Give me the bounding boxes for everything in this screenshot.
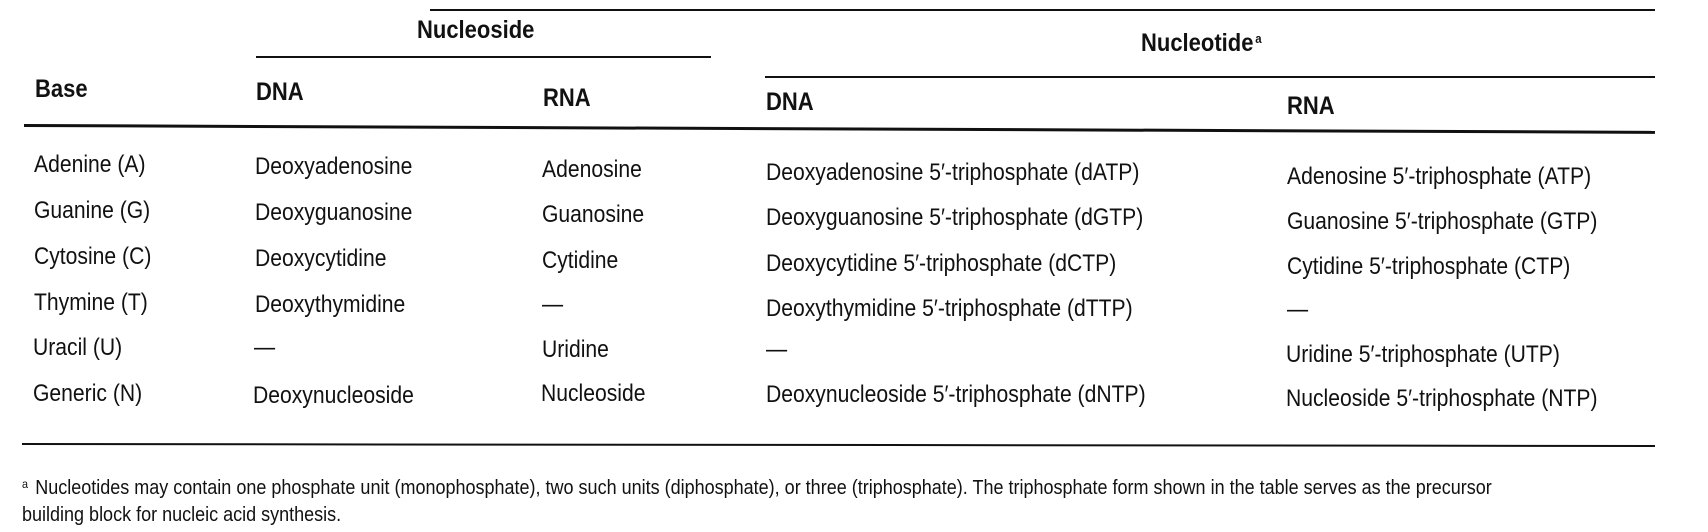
table-cell: Deoxynucleoside: [253, 382, 414, 409]
group-header-nucleoside: Nucleoside: [417, 16, 535, 44]
table-cell: Deoxythymidine: [255, 291, 406, 318]
table-cell: Thymine (T): [34, 289, 148, 316]
column-header-nucleoside-rna: RNA: [543, 84, 591, 112]
table-cell: —: [1287, 296, 1309, 323]
table-cell: Deoxycytidine: [255, 245, 387, 272]
nucleoside-group-rule: [256, 56, 711, 58]
column-header-nucleoside-dna: DNA: [256, 78, 304, 106]
table-cell: Deoxycytidine 5′-triphosphate (dCTP): [766, 250, 1117, 277]
nucleotide-group-rule: [765, 76, 1655, 78]
table-cell: Deoxyguanosine 5′-triphosphate (dGTP): [766, 204, 1144, 231]
table-cell: Nucleoside 5′-triphosphate (NTP): [1286, 385, 1598, 412]
table-cell: Uridine: [542, 336, 609, 363]
table-cell: Nucleoside: [541, 380, 646, 407]
table-cell: —: [254, 334, 276, 361]
group-header-nucleotide: Nucleotide $^a$: [1141, 29, 1262, 57]
table-cell: Deoxyadenosine 5′-triphosphate (dATP): [766, 159, 1140, 186]
table-cell: Uracil (U): [33, 334, 123, 361]
table-cell: Deoxynucleoside 5′-triphosphate (dNTP): [766, 381, 1146, 408]
footnote-line-2: building block for nucleic acid synthesis.: [22, 504, 342, 526]
column-header-nucleotide-dna: DNA: [766, 88, 814, 116]
table-cell: Guanosine: [542, 201, 645, 228]
table-cell: —: [542, 291, 564, 318]
table-cell: Cytosine (C): [34, 243, 152, 270]
table-cell: Uridine 5′-triphosphate (UTP): [1286, 341, 1560, 368]
table-cell: Guanine (G): [34, 197, 151, 224]
table-cell: Cytidine 5′-triphosphate (CTP): [1287, 253, 1571, 280]
table-cell: Adenine (A): [34, 151, 146, 178]
footnote-marker: a: [1255, 31, 1262, 46]
table-cell: Adenosine 5′-triphosphate (ATP): [1287, 163, 1592, 190]
table-bottom-rule: [22, 443, 1655, 447]
table-top-rule: [430, 9, 1655, 11]
table-cell: Guanosine 5′-triphosphate (GTP): [1287, 208, 1598, 235]
table-cell: Deoxyguanosine: [255, 199, 413, 226]
table-cell: Cytidine: [542, 247, 619, 274]
table-cell: Deoxyadenosine: [255, 153, 413, 180]
table-cell: —: [766, 336, 788, 363]
table-cell: Adenosine: [542, 156, 642, 183]
footnote-mark: a: [22, 477, 29, 491]
table-cell: Deoxythymidine 5′-triphosphate (dTTP): [766, 295, 1133, 322]
column-header-nucleotide-rna: RNA: [1287, 92, 1335, 120]
table-cell: Generic (N): [33, 380, 143, 407]
header-bottom-rule: [24, 124, 1655, 134]
footnote-line-1: $^a$ Nucleotides may contain one phosphate unit (monophosphate), two such units (diphosphate), or three (triphosphate). The triphosphate form shown in the table serves as the precursor: [22, 477, 1492, 499]
column-header-base: Base: [35, 75, 88, 103]
